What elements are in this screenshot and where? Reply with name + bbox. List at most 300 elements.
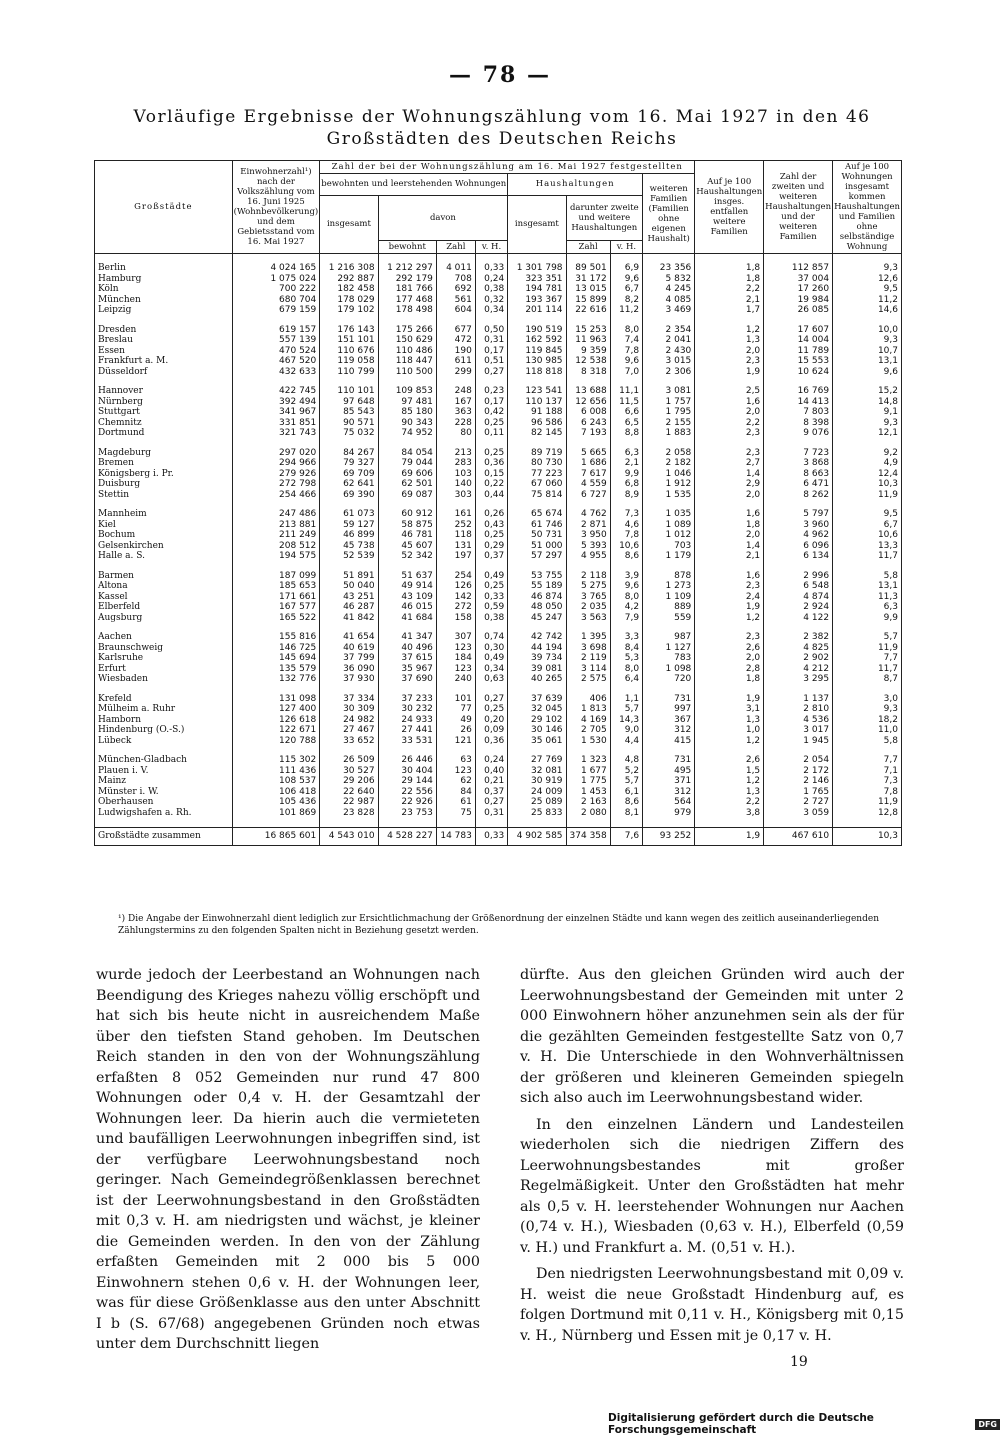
cell-value: 1,8: [695, 520, 764, 531]
cell-value: 61 746: [508, 520, 566, 531]
cell-value: 312: [643, 787, 695, 798]
cell-value: 84 267: [320, 448, 378, 459]
col-header-second-percent: v. H.: [610, 241, 642, 254]
cell-value: 6 008: [566, 407, 610, 418]
city-name: Hamburg: [95, 274, 233, 285]
cell-value: 25 089: [508, 797, 566, 808]
cell-value: 9,3: [833, 418, 902, 429]
cell-value: 7,1: [833, 766, 902, 777]
paragraph: wurde jedoch der Leerbestand an Wohnungen nach Beendigung des Krieges nahezu völlig erschöpft und hat sich bis heute nicht in ausreichendem Maße über den tiefsten Stand gehoben. Im Deutschen Reich standen in den von der Wohnungszählung erfaßten 8 052 Gemeinden nur rund 47 800 Wohnungen oder 0,4 v. H. der Gesamtzahl der Wohnungen leer. Da hierin auch die vermieteten und baufälligen Leerwohnungen inbegriffen sind, ist der verfügbare Leerwohnungsbestand noch geringer. Nach Gemeindegrößenklassen berechnet ist der Leerwohnungsbestand in den Großstädten mit 0,3 v. H. am niedrigsten und wächst, je kleiner die Gemeinden werden. In den von der Zählung erfaßten Gemeinden mit 2 000 bis 5 000 Einwohnern stehen 0,6 v. H. der Wohnungen leer, was für diese Größenklasse aus den unter Abschnitt I b (S. 67/68) angegebenen Gründen noch etwas unter dem Durchschnitt liegen: [96, 967, 480, 1352]
cell-value: 2,0: [695, 530, 764, 541]
cell-value: 9,6: [610, 356, 642, 367]
cell-value: 11 963: [566, 335, 610, 346]
cell-value: 118: [436, 530, 475, 541]
cell-value: 9,5: [833, 284, 902, 295]
cell-value: 783: [643, 653, 695, 664]
cell-value: 52 539: [320, 551, 378, 562]
cell-value: 7,0: [610, 367, 642, 378]
cell-value: 6 134: [764, 551, 833, 562]
cell-value: 9,0: [610, 725, 642, 736]
cell-value: 6,3: [833, 602, 902, 613]
cell-value: 52 342: [378, 551, 436, 562]
cell-value: 90 571: [320, 418, 378, 429]
cell-value: 0,25: [475, 530, 507, 541]
cell-value: 495: [643, 766, 695, 777]
table-row: [95, 407, 902, 418]
cell-value: 3 698: [566, 643, 610, 654]
cell-value: 0,15: [475, 469, 507, 480]
cell-value: 1 301 798: [508, 263, 566, 274]
cell-value: 30 919: [508, 776, 566, 787]
col-header-city: Großstädte: [95, 161, 233, 254]
cell-value: 0,74: [475, 632, 507, 643]
cell-value: 185 653: [232, 581, 320, 592]
cell-value: 46 899: [320, 530, 378, 541]
cell-value: 2 430: [643, 346, 695, 357]
cell-value: 4 536: [764, 715, 833, 726]
cell-value: 0,25: [475, 581, 507, 592]
cell-value: 0,30: [475, 643, 507, 654]
cell-value: 41 684: [378, 613, 436, 624]
cell-value: 3 950: [566, 530, 610, 541]
cell-value: 75 814: [508, 490, 566, 501]
table-row: [95, 592, 902, 603]
cell-value: 0,63: [475, 674, 507, 685]
total-value: 1,9: [695, 828, 764, 846]
cell-value: 6 471: [764, 479, 833, 490]
cell-value: 6,9: [610, 263, 642, 274]
cell-value: 13 688: [566, 386, 610, 397]
cell-value: 127 400: [232, 704, 320, 715]
cell-value: 283: [436, 458, 475, 469]
cell-value: 42 742: [508, 632, 566, 643]
total-value: 467 610: [764, 828, 833, 846]
city-name: Dresden: [95, 325, 233, 336]
spacer-row: [95, 377, 902, 386]
cell-value: 14,8: [833, 397, 902, 408]
cell-value: 177 468: [378, 295, 436, 306]
cell-value: 3 017: [764, 725, 833, 736]
cell-value: 121: [436, 736, 475, 747]
cell-value: 10,0: [833, 325, 902, 336]
cell-value: 123: [436, 643, 475, 654]
cell-value: 35 061: [508, 736, 566, 747]
cell-value: 11,9: [833, 797, 902, 808]
city-name: Magdeburg: [95, 448, 233, 459]
cell-value: 9,9: [833, 613, 902, 624]
col-header-counted: Zahl der bei der Wohnungszählung am 16. Mai 1927 festgestellten: [320, 161, 695, 174]
cell-value: 5,3: [610, 653, 642, 664]
cell-value: 45 247: [508, 613, 566, 624]
cell-value: 0,36: [475, 736, 507, 747]
cell-value: 142: [436, 592, 475, 603]
cell-value: 1 795: [643, 407, 695, 418]
col-header-households: Haushaltungen: [508, 174, 643, 196]
cell-value: 2 382: [764, 632, 833, 643]
table-title: Vorläufige Ergebnisse der Wohnungszählung vom 16. Mai 1927 in den 46 Großstädten des Deutschen Reichs: [133, 107, 871, 149]
text-column-right: [520, 965, 904, 1361]
cell-value: 41 347: [378, 632, 436, 643]
cell-value: 0,24: [475, 274, 507, 285]
cell-value: 731: [643, 694, 695, 705]
cell-value: 4 825: [764, 643, 833, 654]
cell-value: 312: [643, 725, 695, 736]
spacer-row: [95, 623, 902, 632]
cell-value: 11,7: [833, 664, 902, 675]
cell-value: 4 085: [643, 295, 695, 306]
cell-value: 2,9: [695, 479, 764, 490]
city-name: Duisburg: [95, 479, 233, 490]
city-name: Essen: [95, 346, 233, 357]
cell-value: 123 541: [508, 386, 566, 397]
cell-value: 123: [436, 664, 475, 675]
cell-value: 6,7: [610, 284, 642, 295]
cell-value: 110 676: [320, 346, 378, 357]
cell-value: 23 356: [643, 263, 695, 274]
cell-value: 1,6: [695, 571, 764, 582]
cell-value: 23 828: [320, 808, 378, 819]
paragraph: In den einzelnen Ländern und Landesteilen wiederholen sich die niedrigen Ziffern des Leerwohnungsbestandes mit großer Regelmäßigkeit. Unter den Großstädten hat mehr als 0,5 v. H. leerstehender Wohnungen nur Aachen (0,74 v. H.), Wiesbaden (0,63 v. H.), Elberfeld (0,59 v. H.) und Frankfurt a. M. (0,51 v. H.).: [520, 1116, 904, 1256]
cell-value: 878: [643, 571, 695, 582]
cell-value: 111 436: [232, 766, 320, 777]
cell-value: 3 960: [764, 520, 833, 531]
cell-value: 1 453: [566, 787, 610, 798]
cell-value: 2,0: [695, 490, 764, 501]
cell-value: 1 757: [643, 397, 695, 408]
cell-value: 194 575: [232, 551, 320, 562]
city-name: Lübeck: [95, 736, 233, 747]
cell-value: 6,1: [610, 787, 642, 798]
city-name: Hamborn: [95, 715, 233, 726]
cell-value: 4 955: [566, 551, 610, 562]
cell-value: 1,2: [695, 613, 764, 624]
cell-value: 27 441: [378, 725, 436, 736]
cell-value: 677: [436, 325, 475, 336]
cell-value: 103: [436, 469, 475, 480]
cell-value: 2,0: [695, 407, 764, 418]
cell-value: 252: [436, 520, 475, 531]
cell-value: 1 686: [566, 458, 610, 469]
table-row: [95, 530, 902, 541]
cell-value: 2,2: [695, 284, 764, 295]
cell-value: 110 137: [508, 397, 566, 408]
cell-value: 89 719: [508, 448, 566, 459]
cell-value: 363: [436, 407, 475, 418]
cell-value: 23 753: [378, 808, 436, 819]
cell-value: 49: [436, 715, 475, 726]
cell-value: 10 624: [764, 367, 833, 378]
cell-value: 708: [436, 274, 475, 285]
cell-value: 14 413: [764, 397, 833, 408]
cell-value: 1,5: [695, 766, 764, 777]
cell-value: 194 781: [508, 284, 566, 295]
table-row: [95, 613, 902, 624]
spacer-row: [95, 316, 902, 325]
cell-value: 110 799: [320, 367, 378, 378]
table-row: [95, 263, 902, 274]
cell-value: 0,49: [475, 653, 507, 664]
cell-value: 0,22: [475, 479, 507, 490]
table-row: [95, 274, 902, 285]
cell-value: 12,6: [833, 274, 902, 285]
table-row: [95, 643, 902, 654]
cell-value: 0,25: [475, 448, 507, 459]
cell-value: 171 661: [232, 592, 320, 603]
table-row: [95, 418, 902, 429]
cell-value: 2 575: [566, 674, 610, 685]
cell-value: 11,0: [833, 725, 902, 736]
cell-value: 151 101: [320, 335, 378, 346]
cell-value: 19 984: [764, 295, 833, 306]
cell-value: 118 447: [378, 356, 436, 367]
cell-value: 105 436: [232, 797, 320, 808]
cell-value: 323 351: [508, 274, 566, 285]
city-name: Bremen: [95, 458, 233, 469]
cell-value: 3 563: [566, 613, 610, 624]
page-footer-number: 19: [790, 1354, 808, 1370]
cell-value: 2 924: [764, 602, 833, 613]
table-row: [95, 509, 902, 520]
cell-value: 37 799: [320, 653, 378, 664]
cell-value: 0,49: [475, 571, 507, 582]
cell-value: 0,23: [475, 386, 507, 397]
cell-value: 2,4: [695, 592, 764, 603]
city-name: München: [95, 295, 233, 306]
cell-value: 8 262: [764, 490, 833, 501]
cell-value: 77 223: [508, 469, 566, 480]
cell-value: 7 193: [566, 428, 610, 439]
cell-value: 90 343: [378, 418, 436, 429]
cell-value: 14,3: [610, 715, 642, 726]
footnote: ¹) Die Angabe der Einwohnerzahl dient lediglich zur Ersichtlichmachung der Größenordnung der einzelnen Städte und kann wegen des zeitlich auseinanderliegenden Zählungstermins zu den folgenden Spalten nicht in Beziehung gesetzt werden.: [118, 914, 879, 936]
cell-value: 294 966: [232, 458, 320, 469]
cell-value: 9,3: [833, 263, 902, 274]
cell-value: 1 098: [643, 664, 695, 675]
cell-value: 182 458: [320, 284, 378, 295]
table-row: [95, 808, 902, 819]
total-value: 93 252: [643, 828, 695, 846]
total-label: Großstädte zusammen: [95, 828, 233, 846]
cell-value: 7,7: [833, 653, 902, 664]
cell-value: 470 524: [232, 346, 320, 357]
table-row: [95, 356, 902, 367]
cell-value: 4 169: [566, 715, 610, 726]
cell-value: 1 912: [643, 479, 695, 490]
city-name: Hannover: [95, 386, 233, 397]
cell-value: 0,44: [475, 490, 507, 501]
cell-value: 279 926: [232, 469, 320, 480]
cell-value: 2,3: [695, 448, 764, 459]
cell-value: 1,0: [695, 725, 764, 736]
cell-value: 22 987: [320, 797, 378, 808]
cell-value: 11 789: [764, 346, 833, 357]
cell-value: 1 046: [643, 469, 695, 480]
paragraph: dürfte. Aus den gleichen Gründen wird auch der Leerwohnungsbestand der Gemeinden mit unter 2 000 Einwohnern höher anzunehmen sein als der für die gezählten Gemeinden festgestellte Satz von 0,7 v. H. Die Unterschiede in den Wohnverhältnissen der größeren und kleineren Gemeinden spiegeln sich also auch im Leerwohnungsbestand wider.: [520, 967, 904, 1106]
cell-value: 167 577: [232, 602, 320, 613]
cell-value: 557 139: [232, 335, 320, 346]
cell-value: 67 060: [508, 479, 566, 490]
cell-value: 2 155: [643, 418, 695, 429]
cell-value: 406: [566, 694, 610, 705]
cell-value: 3,0: [833, 694, 902, 705]
table-row: [95, 490, 902, 501]
cell-value: 43 109: [378, 592, 436, 603]
cell-value: 1 012: [643, 530, 695, 541]
cell-value: 0,42: [475, 407, 507, 418]
cell-value: 30 309: [320, 704, 378, 715]
table-row: [95, 736, 902, 747]
cell-value: 8,1: [610, 808, 642, 819]
total-value: 4 528 227: [378, 828, 436, 846]
cell-value: 2 306: [643, 367, 695, 378]
cell-value: 1 089: [643, 520, 695, 531]
cell-value: 1,1: [610, 694, 642, 705]
table-row: [95, 479, 902, 490]
cell-value: 2,5: [695, 386, 764, 397]
cell-value: 3,3: [610, 632, 642, 643]
cell-value: 36 090: [320, 664, 378, 675]
cell-value: 22 556: [378, 787, 436, 798]
cell-value: 75 032: [320, 428, 378, 439]
col-header-second-households: darunter zweite und weitere Haushaltungen: [566, 195, 643, 241]
cell-value: 1 212 297: [378, 263, 436, 274]
table-row: [95, 469, 902, 480]
cell-value: 25 833: [508, 808, 566, 819]
paragraph: Den niedrigsten Leerwohnungsbestand mit 0,09 v. H. weist die neue Großstadt Hindenburg auf, es folgen Dortmund mit 0,11 v. H., Königsberg mit 0,15 v. H., Nürnberg und Essen mit je 0,17 v. H.: [520, 1266, 904, 1344]
cell-value: 110 486: [378, 346, 436, 357]
cell-value: 0,29: [475, 541, 507, 552]
cell-value: 0,11: [475, 428, 507, 439]
cell-value: 4,6: [610, 520, 642, 531]
city-name: Gelsenkirchen: [95, 541, 233, 552]
cell-value: 13,1: [833, 356, 902, 367]
cell-value: 0,43: [475, 520, 507, 531]
col-header-of-which: davon: [378, 195, 508, 241]
city-name: Stuttgart: [95, 407, 233, 418]
city-name: Aachen: [95, 632, 233, 643]
cell-value: 62 501: [378, 479, 436, 490]
cell-value: 4 122: [764, 613, 833, 624]
cell-value: 35 967: [378, 664, 436, 675]
cell-value: 17 260: [764, 284, 833, 295]
cell-value: 11,5: [610, 397, 642, 408]
total-value: 4 543 010: [320, 828, 378, 846]
cell-value: 11,9: [833, 490, 902, 501]
spacer-row: [95, 562, 902, 571]
cell-value: 8,9: [610, 490, 642, 501]
cell-value: 178 029: [320, 295, 378, 306]
cell-value: 6,3: [610, 448, 642, 459]
cell-value: 2 080: [566, 808, 610, 819]
col-header-total: insgesamt: [320, 195, 378, 254]
cell-value: 5 797: [764, 509, 833, 520]
cell-value: 0,17: [475, 397, 507, 408]
cell-value: 6,5: [610, 418, 642, 429]
cell-value: 24 982: [320, 715, 378, 726]
cell-value: 24 933: [378, 715, 436, 726]
cell-value: 467 520: [232, 356, 320, 367]
cell-value: 22 640: [320, 787, 378, 798]
col-header-second-number: Zahl: [566, 241, 610, 254]
cell-value: 4 559: [566, 479, 610, 490]
cell-value: 15 899: [566, 295, 610, 306]
cell-value: 392 494: [232, 397, 320, 408]
cell-value: 46 781: [378, 530, 436, 541]
cell-value: 6,8: [610, 479, 642, 490]
cell-value: 0,34: [475, 305, 507, 316]
cell-value: 0,37: [475, 787, 507, 798]
cell-value: 213: [436, 448, 475, 459]
cell-value: 187 099: [232, 571, 320, 582]
cell-value: 11,7: [833, 551, 902, 562]
cell-value: 8,7: [833, 674, 902, 685]
cell-value: 5 832: [643, 274, 695, 285]
digitization-credit: [608, 1412, 1000, 1436]
cell-value: 228: [436, 418, 475, 429]
cell-value: 1,9: [695, 367, 764, 378]
col-header-population: Einwohnerzahl¹) nach der Volkszählung vom 16. Juni 1925 (Wohnbevölkerung) und dem Gebietsstand vom 16. Mai 1927: [232, 161, 320, 254]
cell-value: 146 725: [232, 643, 320, 654]
cell-value: 2 727: [764, 797, 833, 808]
city-name: Kassel: [95, 592, 233, 603]
total-value: 374 358: [566, 828, 610, 846]
cell-value: 1,9: [695, 694, 764, 705]
table-row: [95, 787, 902, 798]
cell-value: 8,4: [610, 643, 642, 654]
cell-value: 2 705: [566, 725, 610, 736]
cell-value: 272: [436, 602, 475, 613]
cell-value: 5,7: [610, 704, 642, 715]
cell-value: 46 287: [320, 602, 378, 613]
table-row: [95, 428, 902, 439]
table-row: [95, 632, 902, 643]
cell-value: 292 887: [320, 274, 378, 285]
city-name: München-Gladbach: [95, 755, 233, 766]
cell-value: 1 216 308: [320, 263, 378, 274]
cell-value: 32 081: [508, 766, 566, 777]
cell-value: 2 119: [566, 653, 610, 664]
city-name: Mainz: [95, 776, 233, 787]
cell-value: 2 996: [764, 571, 833, 582]
cell-value: 161: [436, 509, 475, 520]
cell-value: 9,2: [833, 448, 902, 459]
cell-value: 2,3: [695, 581, 764, 592]
cell-value: 26: [436, 725, 475, 736]
city-name: Stettin: [95, 490, 233, 501]
cell-value: 604: [436, 305, 475, 316]
cell-value: 2,2: [695, 418, 764, 429]
table-row: [95, 325, 902, 336]
col-header-dwellings: bewohnten und leerstehenden Wohnungen: [320, 174, 508, 196]
cell-value: 7 723: [764, 448, 833, 459]
cell-value: 4 245: [643, 284, 695, 295]
cell-value: 1 127: [643, 643, 695, 654]
cell-value: 0,31: [475, 808, 507, 819]
cell-value: 422 745: [232, 386, 320, 397]
cell-value: 65 674: [508, 509, 566, 520]
cell-value: 0,51: [475, 356, 507, 367]
cell-value: 703: [643, 541, 695, 552]
city-name: Chemnitz: [95, 418, 233, 429]
cell-value: 307: [436, 632, 475, 643]
cell-value: 181 766: [378, 284, 436, 295]
cell-value: 3 868: [764, 458, 833, 469]
cell-value: 5,2: [610, 766, 642, 777]
cell-value: 4 762: [566, 509, 610, 520]
table-row: [95, 305, 902, 316]
table-row: [95, 704, 902, 715]
cell-value: 2,3: [695, 428, 764, 439]
